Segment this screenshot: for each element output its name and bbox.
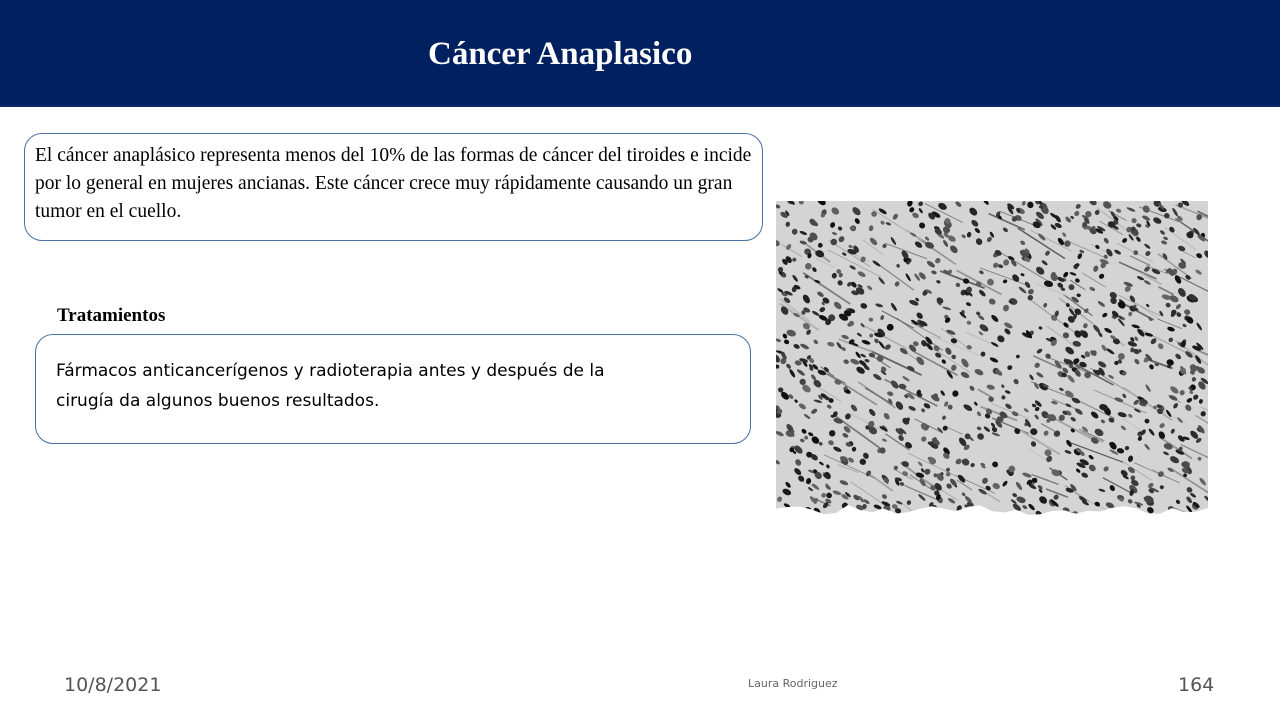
histology-micrograph-image — [776, 201, 1208, 519]
treatments-text: Fármacos anticancerígenos y radioterapia antes y después de la cirugía da algunos buenos resultados. — [56, 361, 605, 411]
title-bar — [0, 0, 1280, 107]
intro-text: El cáncer anaplásico representa menos del 10% de las formas de cáncer del tiroides e incide por lo general en mujeres ancianas. Este cáncer crece muy rápidamente causando un gran tumor en el cuello. — [35, 145, 752, 222]
slide-title: Cáncer Anaplasico — [428, 36, 693, 72]
intro-textbox — [24, 133, 763, 241]
treatments-heading: Tratamientos — [57, 305, 166, 326]
slide-number: 164 — [1178, 674, 1215, 696]
footer-author: Laura Rodriguez — [748, 677, 838, 690]
treatments-textbox — [35, 334, 751, 444]
footer-date: 10/8/2021 — [64, 674, 162, 696]
